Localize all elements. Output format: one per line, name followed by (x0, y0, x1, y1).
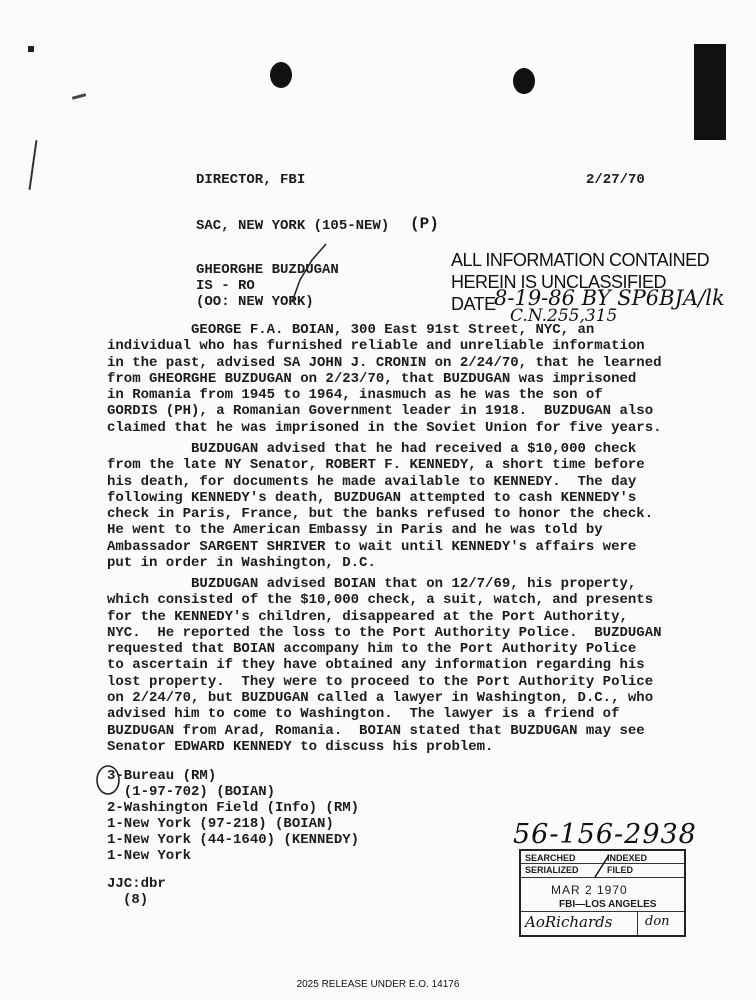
distribution-list (107, 768, 359, 864)
typist-initials: JJC:dbr (107, 876, 166, 892)
declass-handwritten-code: C.N.255,315 (510, 306, 618, 326)
stamp-office: FBI—LOS ANGELES (559, 899, 657, 910)
declass-date-label: DATE (451, 294, 496, 314)
subject-category: IS - RO (196, 278, 255, 294)
stamp-serialized: SERIALIZED (525, 865, 579, 875)
distribution-line: (1-97-702) (BOIAN) (107, 784, 276, 800)
recipient: DIRECTOR, FBI (196, 172, 306, 188)
stamp-filed: FILED (607, 865, 633, 875)
punch-hole-right (513, 68, 535, 94)
stamp-signature: AoRichards (525, 913, 613, 931)
declass-line-2: HEREIN IS UNCLASSIFIED (451, 272, 667, 292)
punch-hole-left (270, 62, 292, 88)
sender: SAC, NEW YORK (105-NEW) (196, 218, 390, 234)
subject-name: GHEORGHE BUZDUGAN (196, 262, 339, 278)
sender-mark: (P) (410, 215, 439, 233)
enclosure-count: (8) (123, 892, 149, 908)
paragraph-1: GEORGE F.A. BOIAN, 300 East 91st Street, NYC, an individual who has furnished reliable and unreliable information in the past, advised SA JOHN J. CRONIN on 2/24/70, that he learned from GHEORGHE BUZDUGAN on 2/23/70, that BUZDUGAN was imprisoned in Romania from 1945 to 1964, inasmuch as he was the son of GORDIS (PH), a Romanian Government leader in 1918. BUZDUGAN also claimed that he was imprisoned in the Soviet Union for five years. (107, 322, 662, 436)
release-footer: 2025 RELEASE UNDER E.O. 14176 (296, 979, 460, 990)
distribution-line: 3-Bureau (RM) (107, 768, 217, 784)
pen-stroke (270, 240, 340, 310)
scan-speck (72, 93, 86, 100)
scan-speck (28, 46, 34, 52)
distribution-line: 1-New York (44-1640) (KENNEDY) (107, 832, 360, 848)
filing-stamp (519, 849, 686, 937)
declass-line-1: ALL INFORMATION CONTAINED (451, 250, 710, 270)
stamp-date: MAR 2 1970 (551, 883, 628, 897)
file-number: 56-156-2938 (513, 819, 697, 850)
distribution-line: 2-Washington Field (Info) (RM) (107, 800, 360, 816)
paragraph-3: BUZDUGAN advised BOIAN that on 12/7/69, his property, which consisted of the $10,000 check, a suit, watch, and presents for the KENNEDY's children, disappeared at the Port Authority, NYC. He reported the loss to the Port Authority Police. BUZDUGAN requested that BOIAN accompany him to the Port Authority Police to ascertain if they have obtained any information regarding his lost property. They were to proceed to the Port Authority Police on 2/24/70, but BUZDUGAN called a lawyer in Washington, D.C., who advised him to come to Washington. The lawyer is a friend of BUZDUGAN from Arad, Romania. BOIAN stated that BUZDUGAN may see Senator EDWARD KENNEDY to discuss his problem. (107, 576, 662, 755)
declass-handwritten-date: 8-19-86 BY SP6BJA/lk (494, 286, 725, 310)
distribution-line: 1-New York (107, 848, 192, 864)
scan-edge-mark (694, 44, 726, 140)
memo-date: 2/27/70 (586, 172, 645, 188)
subject-office: (OO: NEW YORK) (196, 294, 314, 310)
scan-line-left (29, 140, 38, 190)
distribution-line: 1-New York (97-218) (BOIAN) (107, 816, 334, 832)
stamp-searched: SEARCHED (525, 853, 576, 863)
check-mark (593, 851, 623, 879)
stamp-initials: don (645, 914, 670, 929)
stamp-indexed: INDEXED (607, 853, 648, 863)
paragraph-2: BUZDUGAN advised that he had received a $10,000 check from the late NY Senator, ROBERT F. KENNEDY, a short time before his death, for documents he made available to KENNEDY. The day following KENNEDY's death, BUZDUGAN attempted to cash KENNEDY's check in Paris, France, but the banks refused to honor the check. He went to the American Embassy in Paris and he was told by Ambassador SARGENT SHRIVER to wait until KENNEDY's affairs were put in order in Washington, D.C. (107, 441, 654, 572)
